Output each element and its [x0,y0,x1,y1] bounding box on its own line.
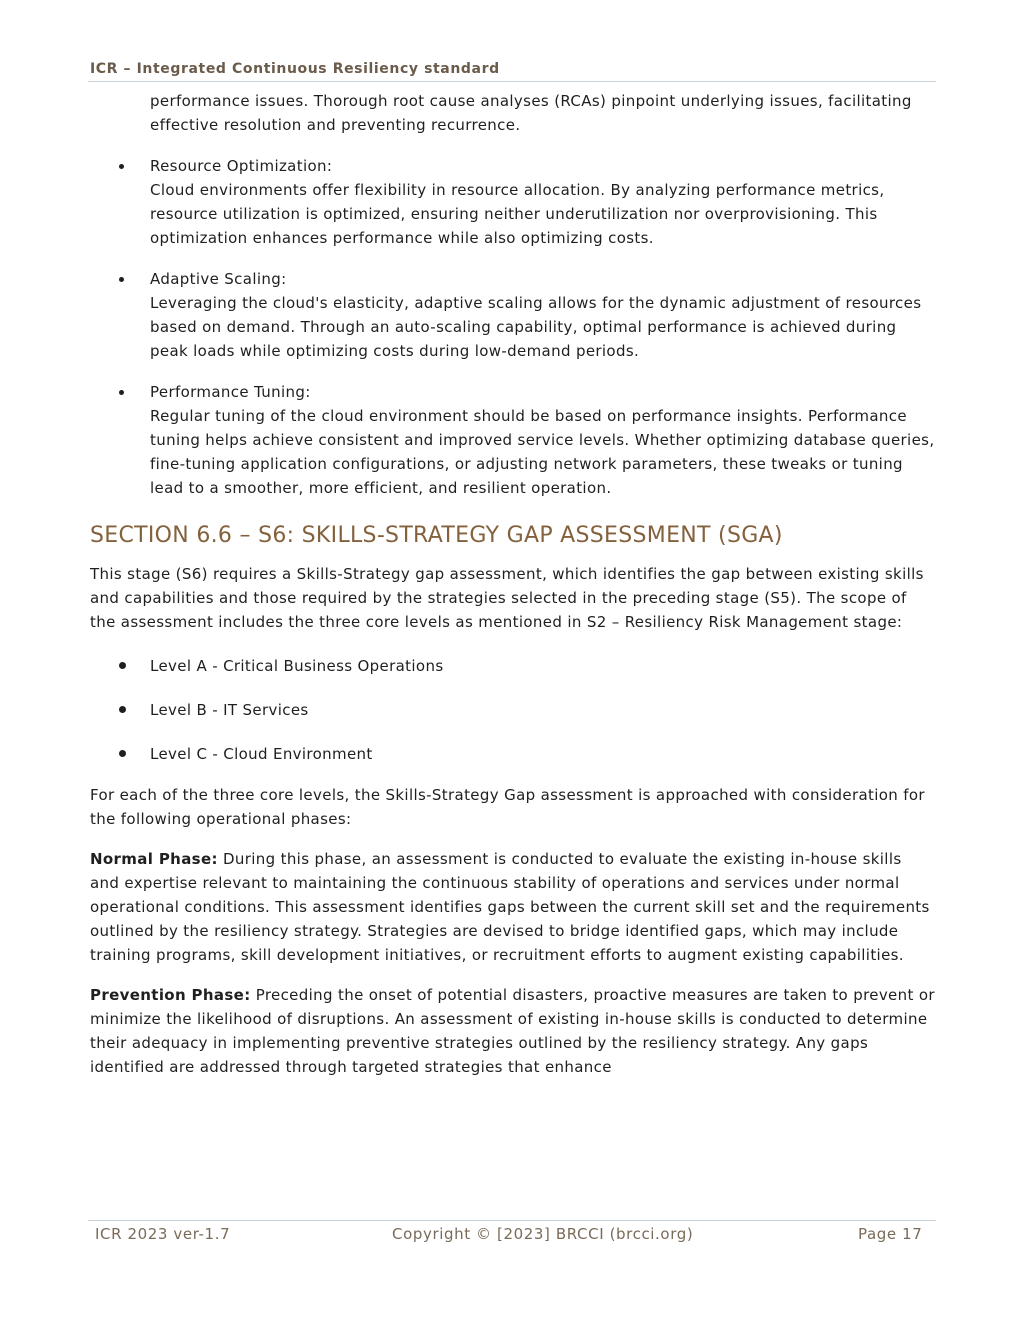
bullet-body: Regular tuning of the cloud environment should be based on performance insights. Performance tuning helps achieve consistent and improved service levels. Whether optimizing database queries, fine-tuning application configurations, or adjusting network parameters, these tweaks or tuning lead to a smoother, more efficient, and resilient operation. [150,407,935,497]
level-label: Level C - Cloud Environment [150,745,373,763]
bullet-title: Performance Tuning: [150,383,311,401]
bullet-icon [119,164,124,169]
normal-phase-label: Normal Phase: [90,850,218,868]
footer-divider [88,1220,936,1221]
bullet-icon [119,662,126,669]
bullet-body: Leveraging the cloud's elasticity, adaptive scaling allows for the dynamic adjustment of resources based on demand. Through an auto-scaling capability, optimal performance is achieved during peak loads while optimizing costs during low-demand periods. [150,294,922,360]
bullet-body: Cloud environments offer flexibility in resource allocation. By analyzing performance metrics, resource utilization is optimized, ensuring neither underutilization nor overprovisioning. This optimization enhances performance while also optimizing costs. [150,181,885,247]
bullet-item-resource-optimization [90,154,935,250]
normal-phase-text: During this phase, an assessment is conducted to evaluate the existing in-house skills and expertise relevant to maintaining the continuous stability of operations and services under normal operational conditions. This assessment identifies gaps between the current skill set and the requirements outlined by the resiliency strategy. Strategies are devised to bridge identified gaps, which may include training programs, skill development initiatives, or recruitment efforts to augment existing capabilities. [90,850,930,964]
prevention-phase-text: Preceding the onset of potential disasters, proactive measures are taken to prevent or minimize the likelihood of disruptions. An assessment of existing in-house skills is conducted to determine their adequacy in implementing preventive strategies outlined by the resiliency strategy. Any gaps identified are addressed through targeted strategies that enhance [90,986,935,1076]
bullet-icon [119,390,124,395]
running-header: ICR – Integrated Continuous Resiliency standard [90,61,500,77]
core-levels-list [90,654,935,766]
level-item [90,654,935,678]
level-label: Level A - Critical Business Operations [150,657,444,675]
continuation-paragraph: performance issues. Thorough root cause analyses (RCAs) pinpoint underlying issues, facilitating effective resolution and preventing recurrence. [150,92,912,134]
performance-bullet-list [90,154,935,500]
level-label: Level B - IT Services [150,701,309,719]
section-intro-paragraph: This stage (S6) requires a Skills-Strategy gap assessment, which identifies the gap between existing skills and capabilities and those required by the strategies selected in the preceding stage (S5). The scope of the assessment includes the three core levels as mentioned in S2 – Resiliency Risk Management stage: [90,565,924,631]
footer-copyright: Copyright © [2023] BRCCI (brcci.org) [392,1225,694,1243]
prevention-phase-label: Prevention Phase: [90,986,251,1004]
section-heading: SECTION 6.6 – S6: SKILLS-STRATEGY GAP ASSESSMENT (SGA) [90,523,783,548]
phases-intro-paragraph: For each of the three core levels, the Skills-Strategy Gap assessment is approached with consideration for the following operational phases: [90,786,925,828]
bullet-title: Resource Optimization: [150,157,333,175]
level-item [90,698,935,722]
normal-phase-paragraph [90,847,935,967]
bullet-title: Adaptive Scaling: [150,270,287,288]
bullet-icon [119,706,126,713]
footer-version: ICR 2023 ver-1.7 [95,1225,231,1243]
bullet-item-performance-tuning [90,380,935,500]
level-item [90,742,935,766]
bullet-item-adaptive-scaling [90,267,935,363]
page-content [90,89,935,1079]
prevention-phase-paragraph [90,983,935,1079]
header-divider [88,81,936,82]
bullet-icon [119,277,124,282]
bullet-icon [119,750,126,757]
footer-page-number: Page 17 [858,1225,923,1243]
